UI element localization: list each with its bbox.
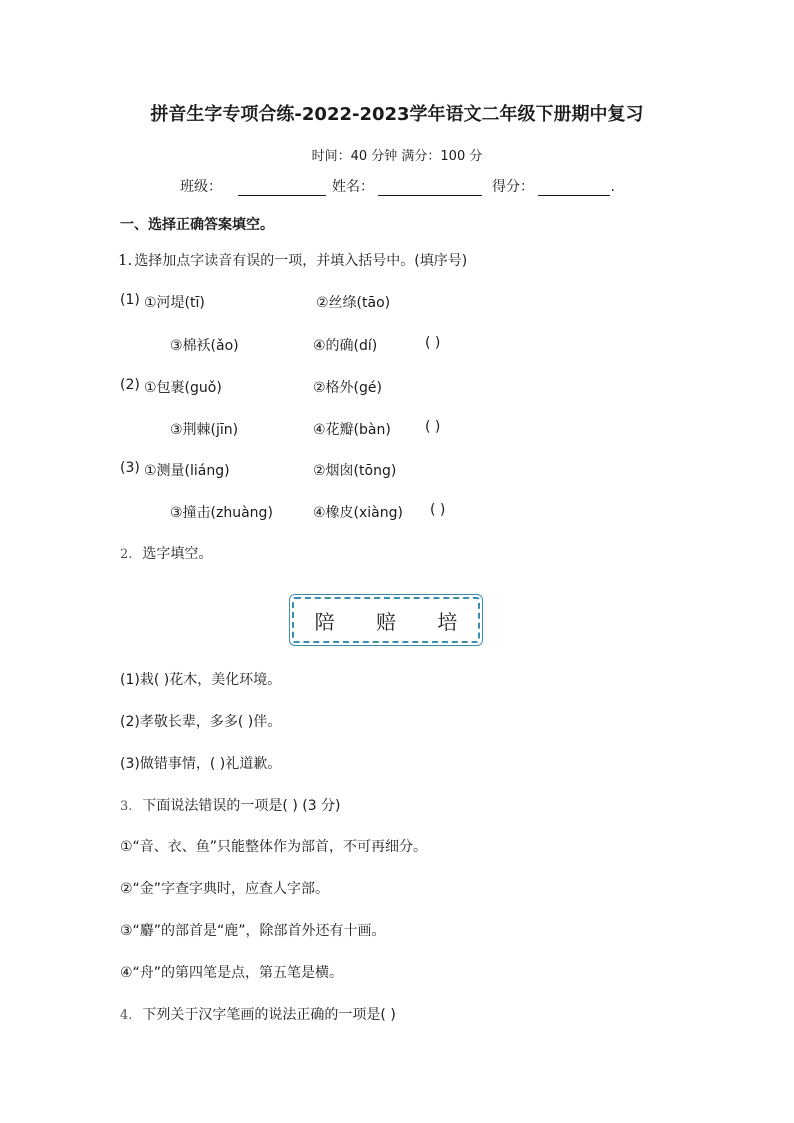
option: ②丝绦(tāo) xyxy=(316,295,391,311)
option: ②烟囱(tōng) xyxy=(313,463,397,479)
statement: ①“音、衣、鱼”只能整体作为部首，不可再细分。 xyxy=(120,839,428,855)
choice-char: 陪 xyxy=(314,609,335,634)
class-label: 班级： xyxy=(180,179,222,195)
score-field xyxy=(492,176,615,196)
option: ④橡皮(xiàng) xyxy=(313,505,403,521)
question-number: 1. xyxy=(118,251,133,269)
item-text: 做错事情，( )礼道歉。 xyxy=(139,756,282,772)
name-blank[interactable] xyxy=(378,181,482,196)
question-3 xyxy=(120,795,341,815)
page-title: 拼音生字专项合练-2022-2023学年语文二年级下册期中复习 xyxy=(150,104,644,125)
choice-char: 赔 xyxy=(375,609,396,634)
statement: ④“舟”的第四笔是点，第五笔是横。 xyxy=(120,965,344,981)
question-number: 4. xyxy=(120,1008,133,1023)
option: ③荆棘(jīn) xyxy=(170,422,239,438)
option: ④的确(dí) xyxy=(313,338,378,354)
question-2 xyxy=(120,543,212,563)
option: ①包裹(guǒ) xyxy=(144,380,222,396)
option: ④花瓣(bàn) xyxy=(313,422,391,438)
score-label: 得分： xyxy=(492,179,534,195)
class-blank[interactable] xyxy=(238,181,326,196)
group-label: (2) xyxy=(120,377,140,393)
end-mark: . xyxy=(610,179,615,195)
word-choice-box xyxy=(292,597,480,643)
item-label: (2) xyxy=(120,714,140,730)
group-label: (3) xyxy=(120,460,140,476)
question-text: 选字填空。 xyxy=(142,546,213,562)
section-heading: 一、选择正确答案填空。 xyxy=(120,217,274,233)
fill-item xyxy=(120,711,281,731)
answer-paren[interactable]: ( ) xyxy=(430,502,446,518)
question-number: 2. xyxy=(120,547,133,562)
option: ③撞击(zhuàng) xyxy=(170,505,273,521)
question-text: 下面说法错误的一项是( ) (3 分) xyxy=(142,798,341,814)
question-text: 选择加点字读音有误的一项，并填入括号中。(填序号) xyxy=(134,253,468,269)
class-field xyxy=(180,176,326,196)
choice-char: 培 xyxy=(437,609,458,634)
option: ②格外(gé) xyxy=(313,380,382,396)
time-line: 时间：40 分钟 满分：100 分 xyxy=(311,149,483,164)
answer-paren[interactable]: ( ) xyxy=(425,419,441,435)
question-1 xyxy=(118,250,467,270)
name-field xyxy=(332,176,482,196)
answer-paren[interactable]: ( ) xyxy=(425,335,441,351)
item-text: 栽( )花木，美化环境。 xyxy=(139,672,282,688)
fill-item xyxy=(120,669,281,689)
name-label: 姓名： xyxy=(332,179,374,195)
group-label: (1) xyxy=(120,292,140,308)
option: ③棉袄(ǎo) xyxy=(170,338,239,354)
statement: ③“麝”的部首是“鹿”，除部首外还有十画。 xyxy=(120,923,386,939)
statement: ②“金”字查字典时，应查人字部。 xyxy=(120,881,330,897)
option: ①河堤(tī) xyxy=(144,295,205,311)
fill-item xyxy=(120,753,281,773)
score-blank[interactable] xyxy=(538,181,610,196)
item-label: (1) xyxy=(120,672,140,688)
option: ①测量(liáng) xyxy=(144,463,230,479)
item-text: 孝敬长辈，多多( )伴。 xyxy=(139,714,282,730)
question-number: 3. xyxy=(120,799,133,814)
item-label: (3) xyxy=(120,756,140,772)
question-text: 下列关于汉字笔画的说法正确的一项是( ) xyxy=(142,1007,396,1023)
question-4 xyxy=(120,1004,396,1024)
